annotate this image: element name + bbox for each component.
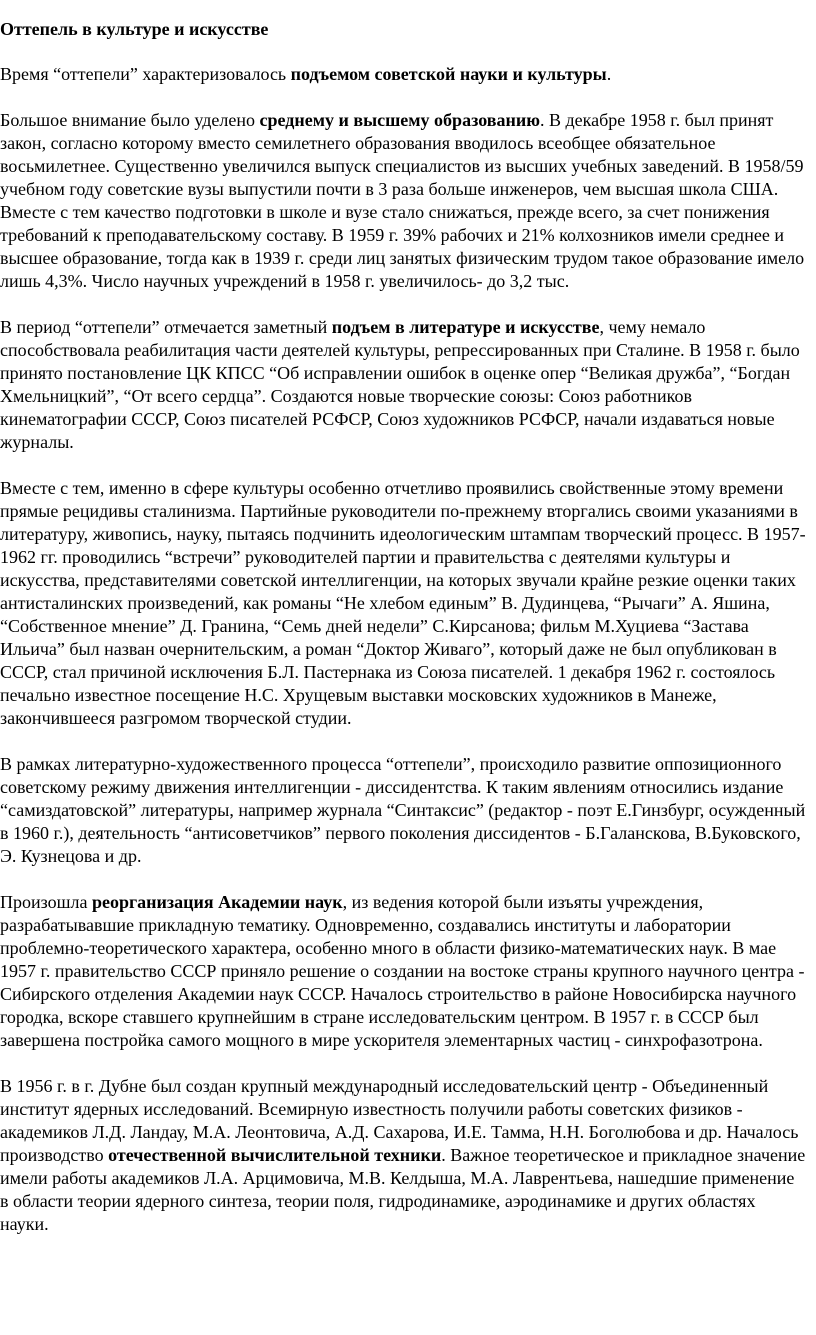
paragraph-2-text-a: Большое внимание было уделено bbox=[0, 110, 260, 130]
paragraph-1-text-a: Время “оттепели” характеризовалось bbox=[0, 64, 291, 84]
paragraph-1-bold: подъемом советской науки и культуры bbox=[290, 64, 607, 84]
paragraph-7-bold: отечественной вычислительной техники bbox=[108, 1145, 442, 1165]
paragraph-6-text-a: Произошла bbox=[0, 892, 92, 912]
paragraph-7-text-a: В 1956 г. в г. Дубне был создан крупный международный исследовательский центр - Объединенный институт ядерных исследований. Всемирную известность получили работы советских физиков - академиков Л.Д. Ландау, М.А. Леонтовича, А.Д. Сахарова, И.Е. Тамма, Н.Н. Боголюбова и др. Началось производство bbox=[0, 1076, 799, 1165]
paragraph-6 bbox=[0, 891, 806, 1052]
paragraph-7-text-b: . Важное теоретическое и прикладное значение имели работы академиков Л.А. Арцимовича, М.В. Келдыша, М.А. Лаврентьева, нашедшие применение в области теории ядерного синтеза, теории поля, гидродинамике, аэродинамике и других областях науки. bbox=[0, 1145, 806, 1234]
paragraph-7 bbox=[0, 1075, 806, 1236]
paragraph-3-text-b: , чему немало способствовала реабилитация части деятелей культуры, репрессированных при Сталине. В 1958 г. было принято постановление ЦК КПСС “Об исправлении ошибок в оценке опер “Великая дружба”, “Богдан Хмельницкий”, “От всего сердца”. Создаются новые творческие союзы: Союз работников кинематографии СССР, Союз писателей РСФСР, Союз художников РСФСР, начали издаваться новые журналы. bbox=[0, 317, 800, 452]
paragraph-4-text: Вместе с тем, именно в сфере культуры особенно отчетливо проявились свойственные этому времени прямые рецидивы сталинизма. Партийные руководители по-прежнему вторгались своими указаниями в литературу, живопись, науку, пытаясь подчинить идеологическим штампам творческий процесс. В 1957-1962 гг. проводились “встречи” руководителей партии и правительства с деятелями культуры и искусства, представителями советской интеллигенции, на которых звучали крайне резкие оценки таких антисталинских произведений, как романы “Не хлебом единым” В. Дудинцева, “Рычаги” А. Яшина, “Собственное мнение” Д. Гранина, “Семь дней недели” С.Кирсанова; фильм М.Хуциева “Застава Ильича” был назван очернительским, а роман “Доктор Живаго”, который даже не был опубликован в СССР, стал причиной исключения Б.Л. Пастернака из Союза писателей. 1 декабря 1962 г. состоялось печально известное посещение Н.С. Хрущевым выставки московских художников в Манеже, закончившееся разгромом творческой студии. bbox=[0, 478, 806, 728]
document-title: Оттепель в культуре и искусстве bbox=[0, 19, 269, 39]
paragraph-3 bbox=[0, 316, 806, 454]
paragraph-2 bbox=[0, 109, 806, 293]
paragraph-6-text-b: , из ведения которой были изъяты учреждения, разрабатывавшие прикладную тематику. Одновременно, создавались институты и лаборатории проблемно-теоретического характера, особенно много в области физико-математических наук. В мае 1957 г. правительство СССР приняло решение о создании на востоке страны крупного научного центра - Сибирского отделения Академии наук СССР. Началось строительство в районе Новосибирска научного городка, вскоре ставшего крупнейшим в стране исследовательским центром. В 1957 г. в СССР был завершена постройка самого мощного в мире ускорителя элементарных частиц - синхрофазотрона. bbox=[0, 892, 805, 1050]
paragraph-4 bbox=[0, 477, 806, 730]
paragraph-3-bold: подъем в литературе и искусстве bbox=[331, 317, 600, 337]
paragraph-2-bold: среднему и высшему образованию bbox=[259, 110, 540, 130]
paragraph-5 bbox=[0, 753, 806, 868]
paragraph-1-text-b: . bbox=[606, 64, 612, 84]
paragraph-2-text-b: . В декабре 1958 г. был принят закон, согласно которому вместо семилетнего образования вводилось всеобщее обязательное восьмилетнее. Существенно увеличился выпуск специалистов из высших учебных заведений. В 1958/59 учебном году советские вузы выпустили почти в 3 раза больше инженеров, чем высшая школа США. Вместе с тем качество подготовки в школе и вузе стало снижаться, прежде всего, за счет понижения требований к преподавательскому составу. В 1959 г. 39% рабочих и 21% колхозников имели среднее и высшее образование, тогда как в 1939 г. среди лиц занятых физическим трудом такое образование имело лишь 4,3%. Число научных учреждений в 1958 г. увеличилось- до 3,2 тыс. bbox=[0, 110, 805, 291]
document-page bbox=[0, 10, 811, 1236]
paragraph-5-text: В рамках литературно-художественного процесса “оттепели”, происходило развитие оппозиционного советскому режиму движения интеллигенции - диссидентства. К таким явлениям относились издание “самиздатовской” литературы, например журнала “Синтаксис” (редактор - поэт Е.Гинзбург, осужденный в 1960 г.), деятельность “антисоветчиков” первого поколения диссидентов - Б.Галанскова, В.Буковского, Э. Кузнецова и др. bbox=[0, 754, 806, 866]
paragraph-3-text-a: В период “оттепели” отмечается заметный bbox=[0, 317, 332, 337]
paragraph-1 bbox=[0, 63, 806, 86]
paragraph-6-bold: реорганизация Академии наук bbox=[91, 892, 343, 912]
